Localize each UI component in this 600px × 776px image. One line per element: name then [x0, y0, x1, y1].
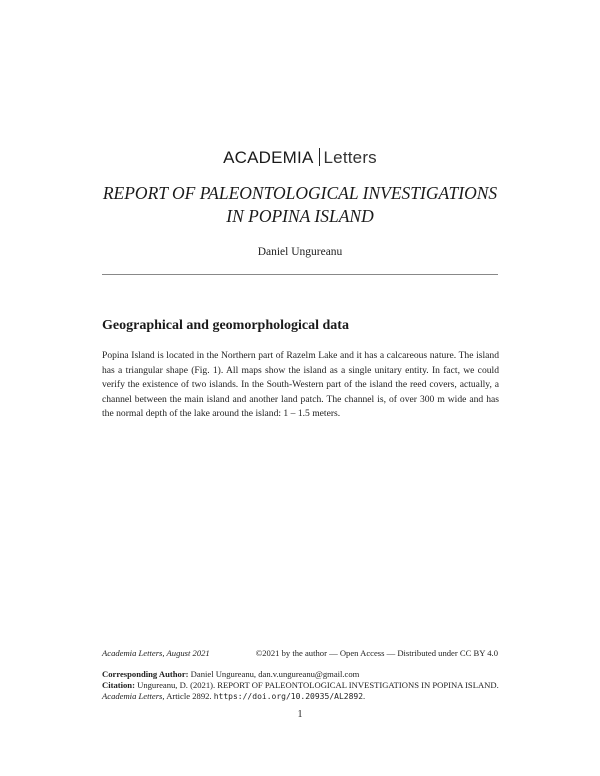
corresponding-author-line — [102, 669, 502, 680]
brand-product: Letters — [323, 148, 377, 167]
footer-citation-block — [102, 669, 502, 702]
paper-author: Daniel Ungureanu — [257, 246, 343, 258]
citation-doi-link[interactable]: https://doi.org/10.20935/AL2892 — [213, 692, 364, 701]
brand-separator — [319, 148, 320, 166]
citation-label: Citation: — [102, 680, 135, 690]
paper-title-line-2: IN POPINA ISLAND — [226, 206, 374, 226]
section-heading: Geographical and geomorphological data — [102, 318, 349, 333]
citation-journal: Academia Letters — [102, 691, 163, 701]
academia-letters-logo — [0, 148, 600, 168]
footer-license: ©2021 by the author — Open Access — Distributed under CC BY 4.0 — [255, 648, 498, 658]
title-divider — [102, 274, 498, 275]
corresponding-author-value: Daniel Ungureanu, dan.v.ungureanu@gmail.com — [190, 669, 360, 679]
page-number: 1 — [297, 709, 303, 720]
citation-end: . — [363, 691, 366, 701]
brand-name: ACADEMIA — [223, 148, 314, 167]
citation-text: Ungureanu, D. (2021). REPORT OF PALEONTOLOGICAL INVESTIGATIONS IN POPINA ISLAND. — [137, 680, 499, 690]
footer-journal-date: Academia Letters, August 2021 — [102, 648, 210, 658]
paper-title-line-1: REPORT OF PALEONTOLOGICAL INVESTIGATIONS — [102, 183, 498, 203]
paper-title — [0, 182, 600, 228]
citation-article: , Article 2892. — [162, 691, 212, 701]
citation-line — [102, 680, 502, 702]
section-paragraph: Popina Island is located in the Northern part of Razelm Lake and it has a calcareous nature. The island has a triangular shape (Fig. 1). All maps show the island as a single unitary entity. In fact, we could verify the existence of two islands. In the South-Western part of the island the reed covers, actually, a channel between the main island and another land patch. The channel is, of over 300 m wide and has the normal depth of the lake around the island: 1 – 1.5 meters. — [102, 350, 499, 420]
corresponding-author-label: Corresponding Author: — [102, 669, 189, 679]
